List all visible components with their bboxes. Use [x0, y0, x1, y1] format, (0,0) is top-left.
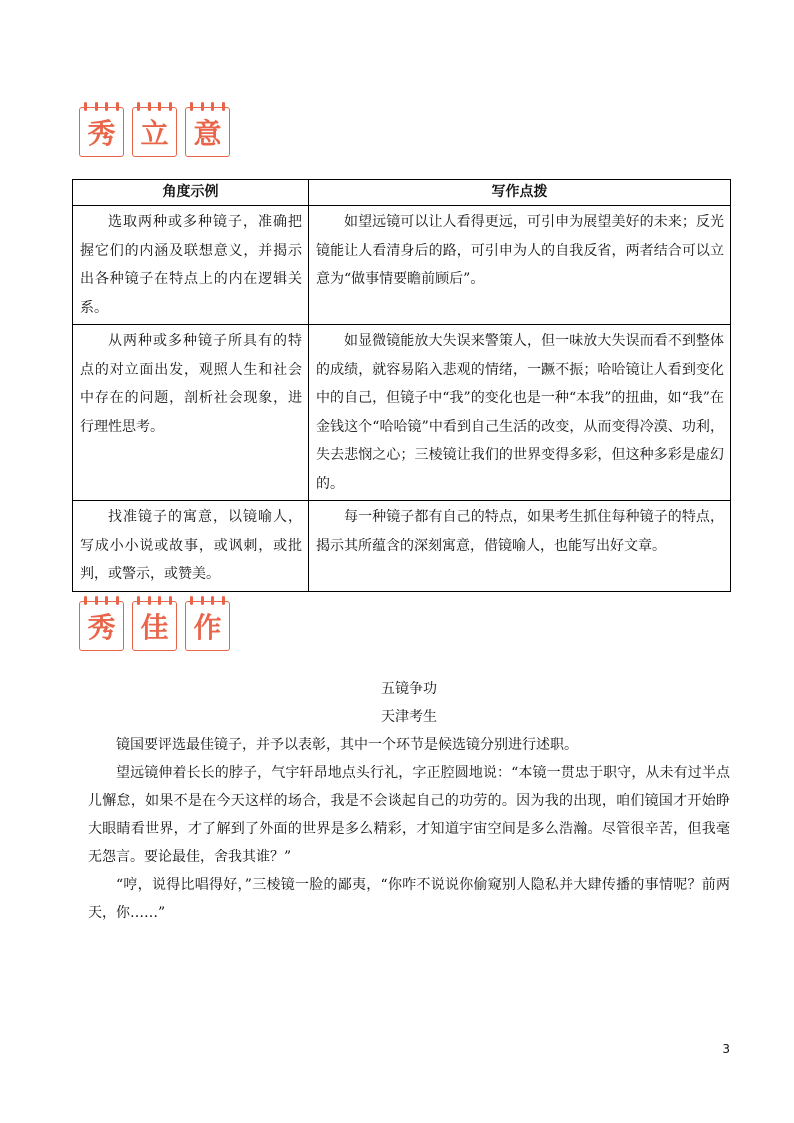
header-angle: 角度示例 — [73, 180, 309, 206]
angle-cell: 从两种或多种镜子所具有的特点的对立面出发，观照人生和社会中存在的问题，剖析社会现象，进行理性思考。 — [73, 325, 309, 501]
banner-char: 秀 — [87, 117, 116, 150]
banner-tile — [185, 601, 230, 651]
banner-char: 秀 — [87, 611, 116, 644]
angle-cell: 选取两种或多种镜子，准确把握它们的内涵及联想意义，并揭示出各种镜子在特点上的内在逻辑关系。 — [73, 206, 309, 325]
banner-char: 意 — [193, 117, 222, 150]
essay-title: 五镜争功 — [381, 681, 437, 697]
banner-char: 佳 — [140, 611, 169, 644]
sample-essay — [88, 675, 730, 927]
essay-author: 天津考生 — [381, 709, 437, 725]
banner-char: 作 — [193, 611, 222, 644]
essay-paragraph: 望远镜伸着长长的脖子，气宇轩昂地点头行礼，字正腔圆地说：“本镜一贯忠于职守，从未有过半点儿懈怠，如果不是在今天这样的场合，我是不会谈起自己的功劳的。因为我的出现，咱们镜国才开始睁大眼睛看世界，才了解到了外面的世界是多么精彩，才知道宇宙空间是多么浩瀚。尽管很辛苦，但我毫无怨言。要论最佳，舍我其谁？” — [88, 765, 730, 865]
essay-paragraph: “哼，说得比唱得好，”三棱镜一脸的鄙夷，“你咋不说说你偷窥别人隐私并大肆传播的事情呢？前两天，你……” — [88, 877, 730, 921]
section-banner-xiu-li-yi — [79, 107, 230, 157]
tip-cell: 如显微镜能放大失误来警策人，但一味放大失误而看不到整体的成绩，就容易陷入悲观的情绪，一蹶不振；哈哈镜让人看到变化中的自己，但镜子中“我”的变化也是一种“本我”的扭曲，如“我”在金钱这个“哈哈镜”中看到自己生活的改变，从而变得冷漠、功利，失去悲悯之心；三棱镜让我们的世界变得多彩，但这种多彩是虚幻的。 — [309, 325, 731, 501]
banner-tile — [185, 107, 230, 157]
header-tip: 写作点拨 — [309, 180, 731, 206]
banner-tile — [132, 601, 177, 651]
table-row — [73, 325, 731, 501]
table-row — [73, 501, 731, 592]
banner-tile — [132, 107, 177, 157]
tip-cell: 每一种镜子都有自己的特点，如果考生抓住每种镜子的特点，揭示其所蕴含的深刻寓意，借镜喻人，也能写出好文章。 — [309, 501, 731, 592]
page-number: 3 — [722, 1042, 730, 1056]
tip-cell: 如望远镜可以让人看得更远，可引申为展望美好的未来；反光镜能让人看清身后的路，可引申为人的自我反省，两者结合可以立意为“做事情要瞻前顾后”。 — [309, 206, 731, 325]
table-row — [73, 206, 731, 325]
angle-tip-table — [72, 179, 731, 592]
section-banner-xiu-jia-zuo — [79, 601, 230, 651]
banner-tile — [79, 601, 124, 651]
banner-char: 立 — [140, 117, 169, 150]
table-header-row — [73, 180, 731, 206]
banner-tile — [79, 107, 124, 157]
essay-paragraph: 镜国要评选最佳镜子，并予以表彰，其中一个环节是候选镜分别进行述职。 — [116, 737, 578, 753]
angle-cell: 找准镜子的寓意，以镜喻人，写成小小说或故事，或讽刺，或批判，或警示，或赞美。 — [73, 501, 309, 592]
